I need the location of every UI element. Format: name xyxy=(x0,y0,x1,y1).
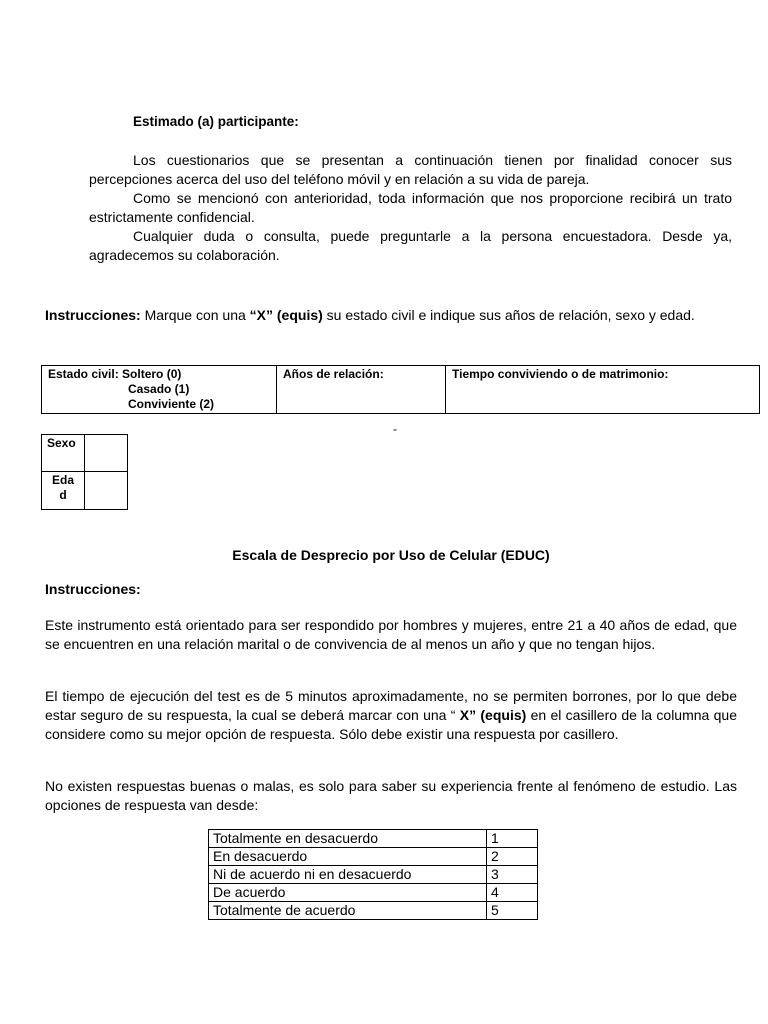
sexo-label: Sexo xyxy=(47,436,76,450)
option-row xyxy=(209,848,538,866)
answers-paragraph: No existen respuestas buenas o malas, es solo para saber su experiencia frente al fenómeno de estudio. Las opciones de respuesta van desde: xyxy=(45,778,737,813)
option-value: 2 xyxy=(487,848,538,866)
option-row xyxy=(209,830,538,848)
edad-label-line-2: d xyxy=(59,488,67,502)
execution-text-a: El tiempo de ejecución del test es de 5 minutos aproximadamente, no se permiten borrones, por lo que debe estar seguro de su respuesta, la cual se deberá marcar con una “ xyxy=(45,688,737,723)
scale-title: Escala de Desprecio por Uso de Celular (EDUC) xyxy=(232,547,550,563)
anios-relacion-label: Años de relación: xyxy=(283,367,384,381)
sexo-answer-cell[interactable] xyxy=(85,435,128,472)
edad-label xyxy=(42,472,84,503)
sexo-label-cell xyxy=(42,435,85,472)
option-label: Totalmente de acuerdo xyxy=(209,902,487,920)
option-label: Ni de acuerdo ni en desacuerdo xyxy=(209,866,487,884)
option-soltero: Soltero (0) xyxy=(122,367,182,381)
option-row xyxy=(209,902,538,920)
instructions-text-a: Marque con una xyxy=(140,307,250,323)
option-row xyxy=(209,884,538,902)
option-casado: Casado (1) xyxy=(128,382,190,396)
instructions-text-b: su estado civil e indique sus años de relación, sexo y edad. xyxy=(322,307,695,323)
sex-age-table xyxy=(41,434,128,510)
anios-relacion-cell[interactable] xyxy=(277,366,446,414)
edad-answer-cell[interactable] xyxy=(85,472,128,510)
execution-paragraph xyxy=(45,687,737,744)
greeting-heading: Estimado (a) participante: xyxy=(133,114,299,129)
civil-status-table xyxy=(41,365,760,414)
option-value: 1 xyxy=(487,830,538,848)
intro-paragraph-3: Cualquier duda o consulta, puede preguntarle a la persona encuestadora. Desde ya, agradecemos su colaboración. xyxy=(89,228,732,263)
tiempo-conviviendo-cell[interactable] xyxy=(446,366,760,414)
edad-label-cell xyxy=(42,472,85,510)
instructions-heading: Instrucciones: xyxy=(45,581,141,597)
intro-paragraph-1: Los cuestionarios que se presentan a continuación tienen por finalidad conocer sus percepciones acerca del uso del teléfono móvil y en relación a su vida de pareja. xyxy=(89,152,732,187)
estado-civil-label: Estado civil: xyxy=(48,367,119,381)
instructions-label: Instrucciones: xyxy=(45,307,141,323)
intro-section xyxy=(89,151,732,265)
option-label: Totalmente en desacuerdo xyxy=(209,830,487,848)
option-conviviente: Conviviente (2) xyxy=(128,397,215,411)
instrument-paragraph: Este instrumento está orientado para ser respondido por hombres y mujeres, entre 21 a 40 años de edad, que se encuentren en una relación marital o de convivencia de al menos un año y que no tengan hijos. xyxy=(45,617,737,652)
option-value: 4 xyxy=(487,884,538,902)
instructions-civil xyxy=(45,306,732,325)
tiempo-conviviendo-label: Tiempo conviviendo o de matrimonio: xyxy=(452,367,669,381)
option-row xyxy=(209,866,538,884)
execution-text-b: en el casillero de la columna que considere como su mejor opción de respuesta. Sólo debe existir una respuesta por casillero. xyxy=(45,707,737,742)
dash-mark: - xyxy=(393,422,397,436)
option-label: En desacuerdo xyxy=(209,848,487,866)
x-mark-text-2: X” (equis) xyxy=(455,707,527,723)
estado-civil-cell[interactable] xyxy=(42,366,277,414)
response-options-table xyxy=(208,829,538,920)
edad-label-line-1: Eda xyxy=(51,473,74,487)
option-label: De acuerdo xyxy=(209,884,487,902)
option-value: 3 xyxy=(487,866,538,884)
x-mark-text: “X” (equis) xyxy=(249,307,323,323)
intro-paragraph-2: Como se mencionó con anterioridad, toda información que nos proporcione recibirá un trato estrictamente confidencial. xyxy=(89,190,732,225)
option-value: 5 xyxy=(487,902,538,920)
